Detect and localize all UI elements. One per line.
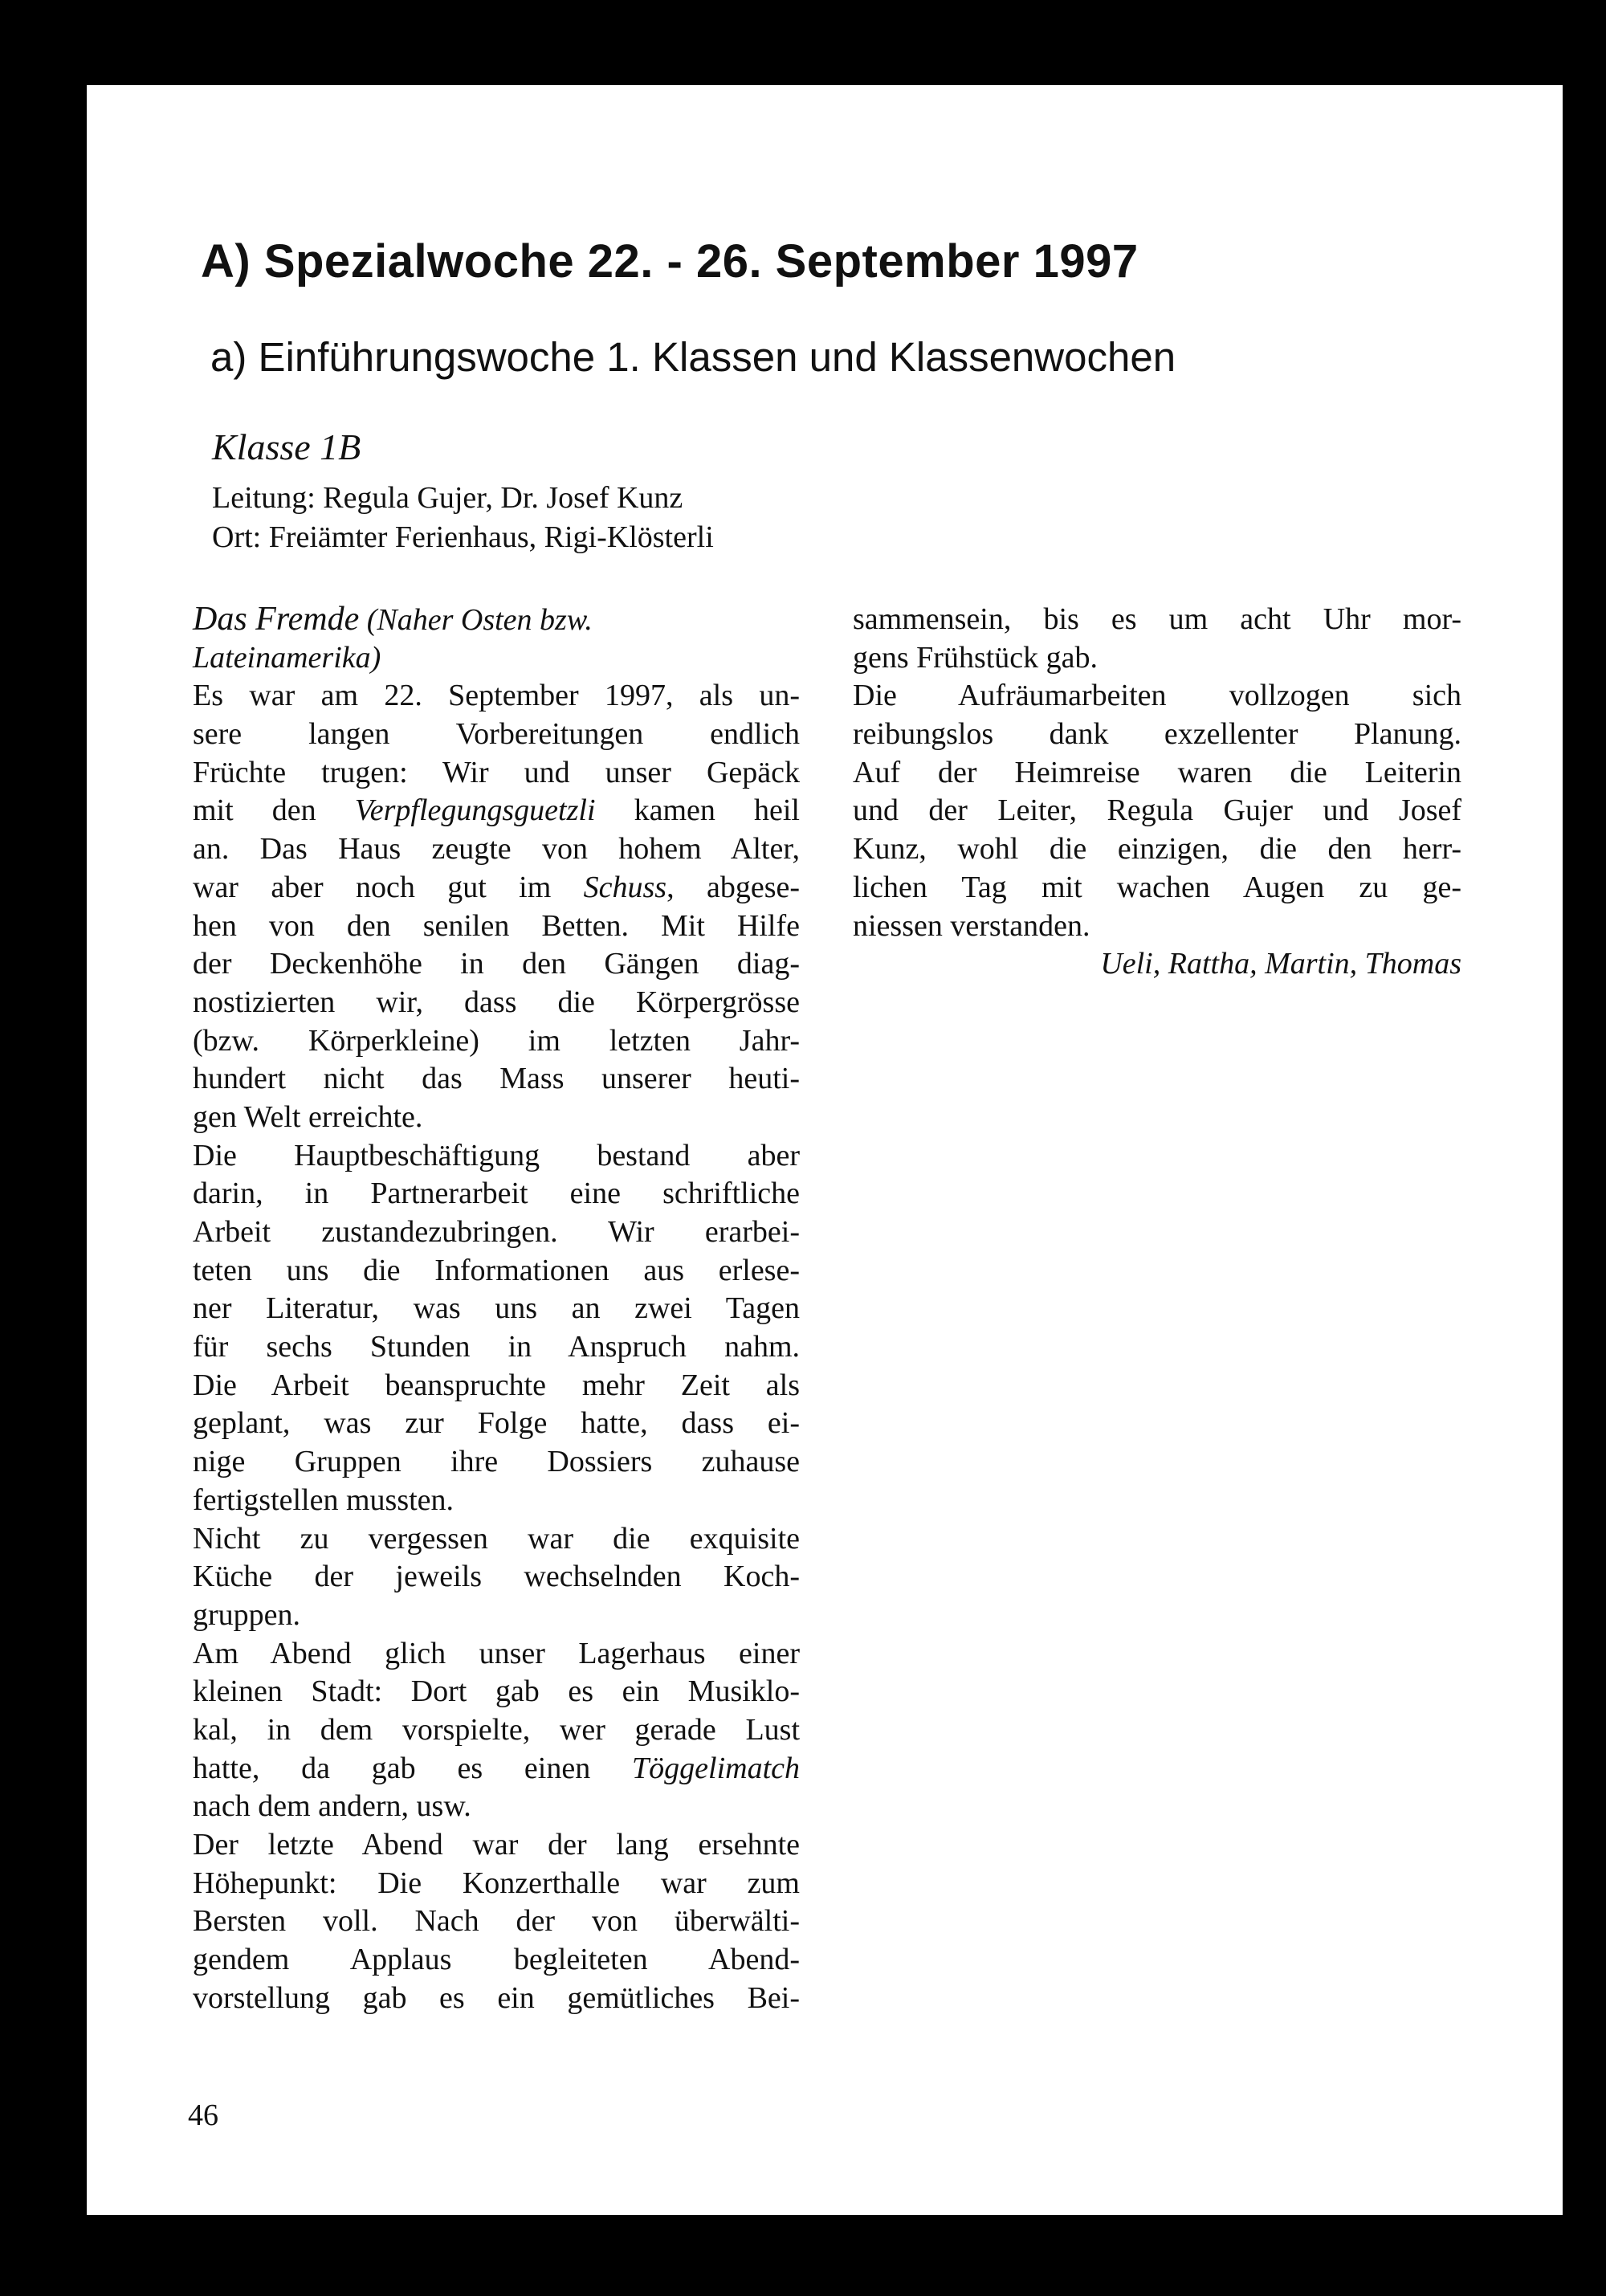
text-line: Die Hauptbeschäftigung bestand aber <box>193 1138 800 1172</box>
text-line: Auf der Heimreise waren die Leiterin <box>853 755 1461 789</box>
text-line: ner Literatur, was uns an zwei Tagen <box>193 1291 800 1326</box>
text-line: kal, in dem vorspielte, wer gerade Lust <box>193 1712 800 1747</box>
text-line: Am Abend glich unser Lagerhaus einer <box>193 1636 800 1670</box>
text-line: an. Das Haus zeugte von hohem Alter, <box>193 832 800 867</box>
article-title-line <box>193 601 800 639</box>
section-subtitle: a) Einführungswoche 1. Klassen und Klassenwochen <box>210 334 1176 380</box>
article-subtitle-1: (Naher Osten bzw. <box>366 603 593 637</box>
text-line: teten uns die Informationen aus erlese- <box>193 1253 800 1287</box>
text-line: reibungslos dank exzellenter Planung. <box>853 717 1461 752</box>
text-line: Der letzte Abend war der lang ersehnte <box>193 1828 800 1862</box>
text-line: darin, in Partnerarbeit eine schriftliche <box>193 1177 800 1211</box>
article-title-line-2 <box>193 639 800 678</box>
text-line: Höhepunkt: Die Konzerthalle war zum <box>193 1866 800 1900</box>
text-line: Es war am 22. September 1997, als un- <box>193 679 800 713</box>
left-column <box>193 601 800 2017</box>
text-line: Nicht zu vergessen war die exquisite <box>193 1521 800 1556</box>
text-line: gendem Applaus begleiteten Abend- <box>193 1943 800 1977</box>
page-number: 46 <box>188 2098 218 2132</box>
page-title: A) Spezialwoche 22. - 26. September 1997 <box>201 235 1139 288</box>
text-line: für sechs Stunden in Anspruch nahm. <box>193 1330 800 1364</box>
ort-line: Ort: Freiämter Ferienhaus, Rigi-Klösterli <box>212 520 714 554</box>
text-line: Die Aufräumarbeiten vollzogen sich <box>853 679 1461 713</box>
text-line: sammensein, bis es um acht Uhr mor- <box>853 602 1461 636</box>
text-line: Die Arbeit beanspruchte mehr Zeit als <box>193 1368 800 1402</box>
leitung-line: Leitung: Regula Gujer, Dr. Josef Kunz <box>212 481 683 515</box>
text-line: war aber noch gut im Schuss, abgese- <box>193 870 801 904</box>
text-line: und der Leiter, Regula Gujer und Josef <box>853 793 1461 828</box>
text-line: nige Gruppen ihre Dossiers zuhause <box>193 1445 800 1479</box>
text-line: Kunz, wohl die einzigen, die den herr- <box>853 832 1461 867</box>
class-heading: Klasse 1B <box>212 426 361 467</box>
text-line: gruppen. <box>193 1597 301 1632</box>
text-line: (bzw. Körperkleine) im letzten Jahr- <box>193 1023 800 1058</box>
text-line: hatte, da gab es einen Töggelimatch <box>193 1751 800 1785</box>
text-line: nostizierten wir, dass die Körpergrösse <box>193 985 800 1019</box>
text-line: niessen verstanden. <box>853 908 1090 943</box>
right-column <box>853 601 1461 984</box>
text-line: fertigstellen mussten. <box>193 1482 454 1517</box>
text-line: geplant, was zur Folge hatte, dass ei- <box>193 1406 800 1441</box>
text-line: der Deckenhöhe in den Gängen diag- <box>193 947 800 981</box>
text-line: kleinen Stadt: Dort gab es ein Musiklo- <box>193 1674 800 1709</box>
text-line: Küche der jeweils wechselnden Koch- <box>193 1560 800 1594</box>
text-line: mit den Verpflegungsguetzli kamen heil <box>193 793 800 828</box>
article-subtitle-2: Lateinamerika) <box>193 640 381 675</box>
article-authors: Ueli, Rattha, Martin, Thomas <box>1100 947 1461 981</box>
text-line: Arbeit zustandezubringen. Wir erarbei- <box>193 1215 800 1249</box>
text-line: gens Frühstück gab. <box>853 640 1099 675</box>
article-title: Das Fremde <box>193 601 360 638</box>
text-line: Früchte trugen: Wir und unser Gepäck <box>193 755 800 789</box>
text-line: sere langen Vorbereitungen endlich <box>193 717 800 752</box>
text-line: vorstellung gab es ein gemütliches Bei- <box>193 1980 800 2015</box>
text-line: hen von den senilen Betten. Mit Hilfe <box>193 908 800 943</box>
text-line: gen Welt erreichte. <box>193 1099 423 1134</box>
text-line: nach dem andern, usw. <box>193 1789 471 1824</box>
text-line: hundert nicht das Mass unserer heuti- <box>193 1062 800 1096</box>
text-line: lichen Tag mit wachen Augen zu ge- <box>853 870 1461 904</box>
text-line: Bersten voll. Nach der von überwälti- <box>193 1904 800 1939</box>
